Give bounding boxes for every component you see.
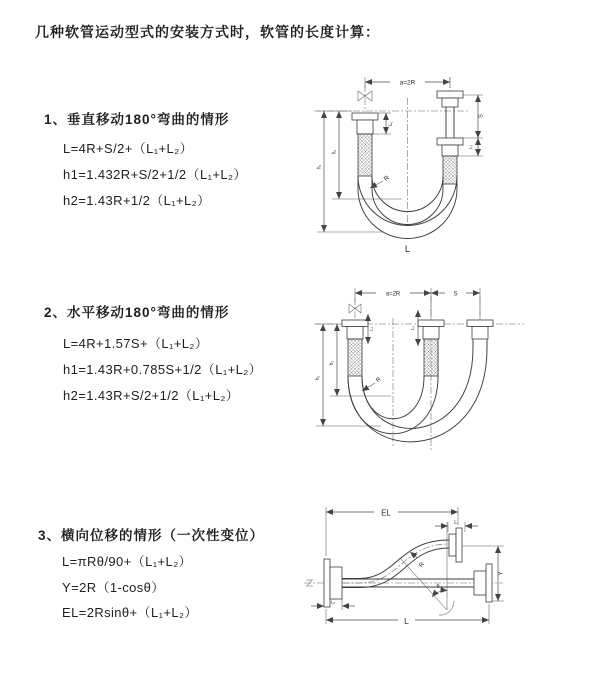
dim-label-a2r: a=2R bbox=[399, 79, 416, 87]
dim-label-l2: L₂ bbox=[330, 599, 336, 605]
dim-label-s: S bbox=[478, 114, 485, 118]
dim-label-s: S bbox=[453, 291, 458, 298]
section-2-formula-h2: h2=1.43R+S/2+1/2（L₁+L₂） bbox=[63, 388, 240, 403]
dim-label-a2r: a=2R bbox=[385, 291, 401, 298]
dim-label-l2: L₂ bbox=[468, 144, 473, 150]
diagram-horizontal-180-bend bbox=[306, 278, 536, 458]
dim-label-l2: L₂ bbox=[410, 325, 415, 331]
section-3-heading: 3、横向位移的情形（一次性变位） bbox=[38, 528, 265, 543]
dim-label-theta: θ bbox=[436, 584, 440, 590]
dim-label-h2: h₂ bbox=[331, 149, 338, 155]
section-1-formula-h1: h1=1.432R+S/2+1/2（L₁+L₂） bbox=[63, 167, 247, 182]
section-2-heading: 2、水平移动180°弯曲的情形 bbox=[44, 305, 230, 320]
section-3-formula-EL: EL=2Rsinθ+（L₁+L₂） bbox=[62, 605, 198, 620]
section-2-formula-h1: h1=1.43R+0.785S+1/2（L₁+L₂） bbox=[63, 362, 263, 377]
dim-label-r: R bbox=[418, 561, 426, 569]
dim-label-l1: L₁ bbox=[454, 520, 459, 526]
diagram-lateral-displacement bbox=[298, 498, 598, 650]
dim-label-r: R bbox=[375, 376, 383, 384]
dim-label-h1: h₁ bbox=[315, 375, 321, 381]
dim-label-l1: L₁ bbox=[368, 326, 374, 332]
section-1-formula-h2: h2=1.43R+1/2（L₁+L₂） bbox=[63, 193, 211, 208]
dim-label-l: L bbox=[404, 616, 409, 626]
page-title: 几种软管运动型式的安装方式时，软管的长度计算： bbox=[35, 24, 380, 40]
dim-label-l1: L₁ bbox=[388, 121, 394, 126]
diagram-vertical-180-bend bbox=[306, 64, 526, 260]
section-1-heading: 1、垂直移动180°弯曲的情形 bbox=[44, 112, 230, 127]
section-3-formula-L: L=πRθ/90+（L₁+L₂） bbox=[62, 554, 192, 569]
section-1-formula-L: L=4R+S/2+（L₁+L₂） bbox=[63, 141, 194, 156]
section-3-formula-Y: Y=2R（1-cosθ） bbox=[62, 580, 165, 595]
section-2-formula-L: L=4R+1.57S+（L₁+L₂） bbox=[63, 336, 209, 351]
dim-label-h2: h₂ bbox=[329, 360, 335, 366]
dim-label-y: Y bbox=[497, 571, 505, 576]
dim-label-r: R bbox=[382, 174, 391, 183]
dim-label-el: EL bbox=[381, 508, 391, 518]
dim-label-h1: h₁ bbox=[316, 164, 323, 170]
dim-label-l: L bbox=[404, 244, 411, 255]
